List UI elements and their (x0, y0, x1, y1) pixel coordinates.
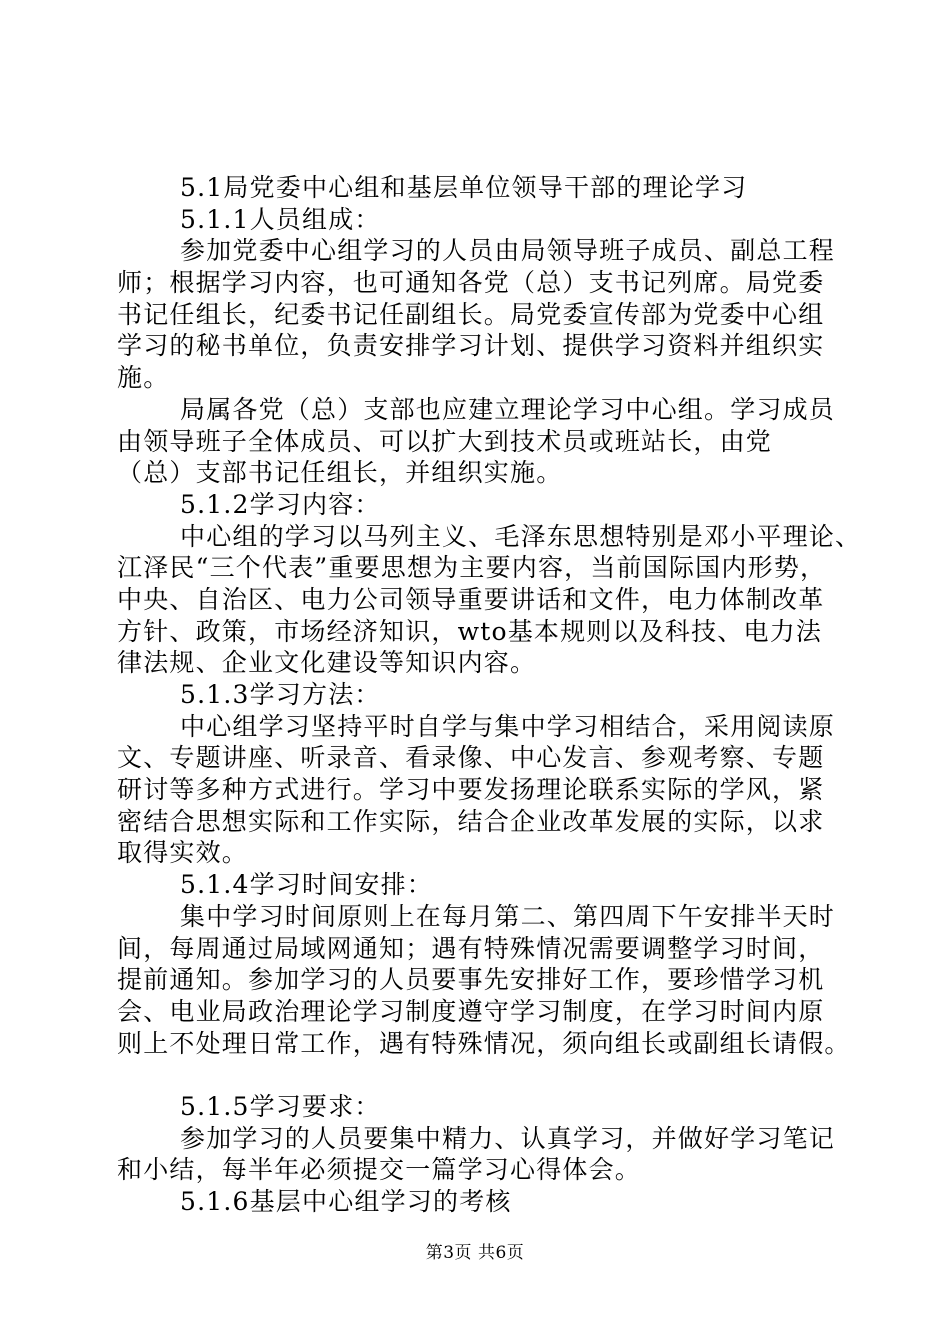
paragraph-line: 师；根据学习内容，也可通知各党（总）支书记列席。局党委 (117, 268, 825, 298)
section-heading: 5.1局党委中心组和基层单位领导干部的理论学习 (180, 173, 748, 202)
paragraph-line: 密结合思想实际和工作实际，结合企业改革发展的实际，以求 (117, 806, 825, 836)
subsection-heading: 5.1.1人员组成： (180, 204, 381, 234)
paragraph-line: 局属各党（总）支部也应建立理论学习中心组。学习成员 (180, 394, 836, 424)
paragraph-line: 学习的秘书单位，负责安排学习计划、提供学习资料并组织实 (117, 331, 825, 361)
paragraph-line: 研讨等多种方式进行。学习中要发扬理论联系实际的学风，紧 (117, 775, 825, 805)
subsection-heading: 5.1.2学习内容： (180, 489, 381, 519)
paragraph-line: 由领导班子全体成员、可以扩大到技术员或班站长，由党 (117, 426, 773, 456)
subsection-heading: 5.1.5学习要求： (180, 1091, 381, 1121)
paragraph-line: 集中学习时间原则上在每月第二、第四周下午安排半天时 (180, 901, 836, 931)
paragraph-line: 中心组的学习以马列主义、毛泽东思想特别是邓小平理论、 (180, 521, 862, 551)
paragraph-line: 参加党委中心组学习的人员由局领导班子成员、副总工程 (180, 236, 836, 266)
subsection-heading: 5.1.6基层中心组学习的考核 (180, 1187, 512, 1216)
subsection-heading: 5.1.4学习时间安排： (180, 870, 434, 900)
paragraph-line: 提前通知。参加学习的人员要事先安排好工作，要珍惜学习机 (117, 965, 825, 995)
paragraph-line: 则上不处理日常工作，遇有特殊情况，须向组长或副组长请假。 (117, 1028, 851, 1058)
paragraph-line: 中央、自治区、电力公司领导重要讲话和文件，电力体制改革 (117, 584, 825, 614)
paragraph-line: 江泽民“三个代表”重要思想为主要内容，当前国际国内形势， (117, 553, 827, 583)
paragraph-line: 方针、政策，市场经济知识，wto基本规则以及科技、电力法 (117, 616, 823, 646)
page-number-footer: 第3页 共6页 (425, 1243, 525, 1263)
paragraph-line: 间，每周通过局域网通知；遇有特殊情况需要调整学习时间， (117, 933, 825, 963)
paragraph-line: 文、专题讲座、听录音、看录像、中心发言、参观考察、专题 (117, 743, 825, 773)
subsection-heading: 5.1.3学习方法： (180, 680, 381, 709)
document-body (117, 172, 862, 1218)
paragraph-line: 会、电业局政治理论学习制度遵守学习制度，在学习时间内原 (117, 996, 825, 1026)
paragraph-line: 律法规、企业文化建设等知识内容。 (117, 648, 537, 678)
paragraph-line: 参加学习的人员要集中精力、认真学习，并做好学习笔记 (180, 1123, 836, 1153)
paragraph-line: 取得实效。 (117, 838, 249, 868)
blank-line (117, 1059, 857, 1091)
paragraph-line: 中心组学习坚持平时自学与集中学习相结合，采用阅读原 (180, 711, 836, 741)
paragraph-line: 和小结，每半年必须提交一篇学习心得体会。 (117, 1155, 642, 1185)
paragraph-line: （总）支部书记任组长，并组织实施。 (117, 458, 563, 488)
paragraph-line: 书记任组长，纪委书记任副组长。局党委宣传部为党委中心组 (117, 299, 825, 329)
paragraph-line: 施。 (117, 363, 170, 393)
